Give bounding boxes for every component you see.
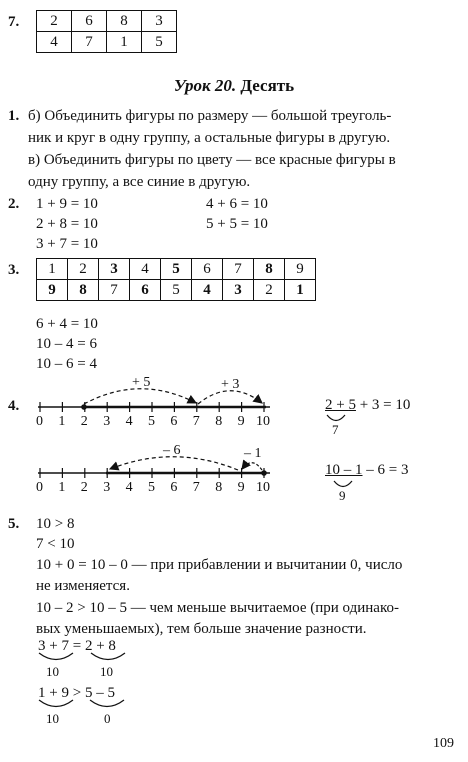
tick-label: 5 (148, 414, 155, 429)
comparison-1 (38, 638, 116, 655)
table-cell: 7 (72, 32, 107, 53)
expr-1-rest: + 3 = 10 (355, 397, 411, 413)
table-cell: 6 (130, 280, 161, 301)
arc-minus-6-label: – 6 (163, 443, 181, 458)
comparison-2-right: 5 – 5 (84, 685, 115, 701)
table-cell: 6 (72, 11, 107, 32)
tick-label: 5 (148, 480, 155, 495)
tick-label: 4 (125, 480, 133, 495)
task-7-number: 7. (8, 14, 20, 30)
table-cell: 2 (68, 259, 99, 280)
page-number: 109 (433, 736, 454, 751)
expr-1-term: 2 (325, 397, 333, 413)
table-cell: 3 (99, 259, 130, 280)
tick-label: 8 (215, 480, 223, 495)
tick-label: 1 (58, 480, 66, 495)
task-4-expression-1 (325, 397, 410, 414)
expr-1-subtotal: 7 (332, 422, 339, 437)
table-cell: 4 (37, 32, 72, 53)
expr-2-term: 10 (325, 462, 340, 478)
tick-label: 4 (125, 414, 133, 429)
table-cell: 4 (192, 280, 223, 301)
task-3-equation: 10 – 4 = 6 (36, 336, 97, 352)
task-5-line: 10 – 2 > 10 – 5 — чем меньше вычитаемое (при одинако- (36, 600, 399, 616)
lesson-title-number: Урок 20. (173, 76, 237, 95)
tick-label: 10 (256, 480, 270, 495)
brace-expr-2 (334, 481, 352, 487)
table-cell: 5 (142, 32, 177, 53)
comparison-1-right: 2 + 8 (84, 638, 116, 654)
tick-label: 2 (80, 480, 88, 495)
task-4-number: 4. (8, 398, 20, 414)
task-2-equation: 3 + 7 = 10 (36, 236, 98, 252)
table-cell: 5 (161, 259, 192, 280)
tick-label: 1 (58, 414, 66, 429)
task-2-number: 2. (8, 196, 20, 212)
comparison-2-sign: > (68, 685, 85, 701)
table-cell: 1 (107, 32, 142, 53)
task-2-equation: 4 + 6 = 10 (206, 196, 268, 212)
arc-plus-5-label: + 5 (132, 375, 151, 390)
tick-label: 6 (170, 480, 178, 495)
tick-label: 9 (237, 480, 245, 495)
lesson-title-name: Десять (236, 76, 295, 95)
task-1-line: ник и круг в одну группу, а остальные фигуры в другую. (28, 130, 391, 146)
task-5-number: 5. (8, 516, 20, 532)
table-cell: 1 (37, 259, 68, 280)
task-5-line: вых уменьшаемых), тем больше значение разности. (36, 621, 367, 637)
task-2-equation: 2 + 8 = 10 (36, 216, 98, 232)
arc-minus-1-label: – 1 (244, 446, 262, 461)
table-cell: 8 (107, 11, 142, 32)
comparison-2-left: 1 + 9 (38, 685, 69, 701)
tick-label: 10 (256, 414, 270, 429)
expr-2-term: 1 (355, 462, 363, 478)
expr-1-operator: + (332, 397, 349, 413)
task-4-expression-2 (325, 462, 408, 479)
table-cell: 8 (68, 280, 99, 301)
number-line-2-start-point (261, 470, 267, 476)
expr-1-part (325, 397, 356, 413)
task-3-number: 3. (8, 262, 20, 278)
arc-plus-5 (84, 389, 196, 404)
tick-label: 0 (36, 414, 43, 429)
arc-minus-1 (242, 463, 262, 470)
tick-label: 0 (36, 480, 43, 495)
comparison-1-right-value: 10 (100, 664, 113, 679)
task-1-number: 1. (8, 108, 20, 124)
brace-expr-1 (327, 415, 345, 421)
task-1-line: б) Объединить фигуры по размеру — большой треуголь- (28, 108, 392, 124)
tick-label: 7 (192, 480, 200, 495)
task-1-line: одну группу, а все синие в другую. (28, 174, 251, 190)
table-cell: 6 (192, 259, 223, 280)
table-cell: 7 (99, 280, 130, 301)
tick-label: 8 (215, 414, 223, 429)
task-2-equation: 1 + 9 = 10 (36, 196, 98, 212)
tick-label: 7 (192, 414, 200, 429)
task-5-line: 10 > 8 (36, 516, 75, 532)
table-cell: 7 (223, 259, 254, 280)
task-5-line: 7 < 10 (36, 536, 75, 552)
task-5-line: 10 + 0 = 10 – 0 — при прибавлении и вычитании 0, число (36, 557, 403, 573)
arc-plus-3-label: + 3 (221, 377, 240, 392)
task-2-equation: 5 + 5 = 10 (206, 216, 268, 232)
table-cell: 3 (142, 11, 177, 32)
table-cell: 4 (130, 259, 161, 280)
expr-2-subtotal: 9 (339, 488, 346, 503)
table-cell: 2 (37, 11, 72, 32)
task-3-equation: 6 + 4 = 10 (36, 316, 98, 332)
task-1-line: в) Объединить фигуры по цвету — все красные фигуры в (28, 152, 396, 168)
table-cell: 1 (285, 280, 316, 301)
comparison-2-right-value: 0 (104, 711, 111, 726)
table-cell: 5 (161, 280, 192, 301)
tick-label: 9 (237, 414, 245, 429)
comparison-1-left: 3 + 7 (38, 638, 69, 654)
tick-label: 3 (103, 480, 111, 495)
task-5-line: не изменяется. (36, 578, 130, 594)
expr-1-term: 5 (348, 397, 356, 413)
table-cell: 8 (254, 259, 285, 280)
expr-2-rest: – 6 = 3 (362, 462, 409, 478)
comparison-2-left-value: 10 (46, 711, 59, 726)
expr-2-operator: – (340, 462, 355, 478)
task-3-equation: 10 – 6 = 4 (36, 356, 97, 372)
table-cell: 3 (223, 280, 254, 301)
tick-label: 2 (80, 414, 88, 429)
number-line-1-start-point (81, 404, 87, 410)
comparison-1-left-value: 10 (46, 664, 59, 679)
table-cell: 9 (285, 259, 316, 280)
expr-2-part (325, 462, 363, 478)
tick-label: 6 (170, 414, 178, 429)
comparison-2 (38, 685, 115, 702)
table-cell: 2 (254, 280, 285, 301)
tick-label: 3 (103, 414, 111, 429)
comparison-1-sign: = (68, 638, 85, 654)
table-cell: 9 (37, 280, 68, 301)
